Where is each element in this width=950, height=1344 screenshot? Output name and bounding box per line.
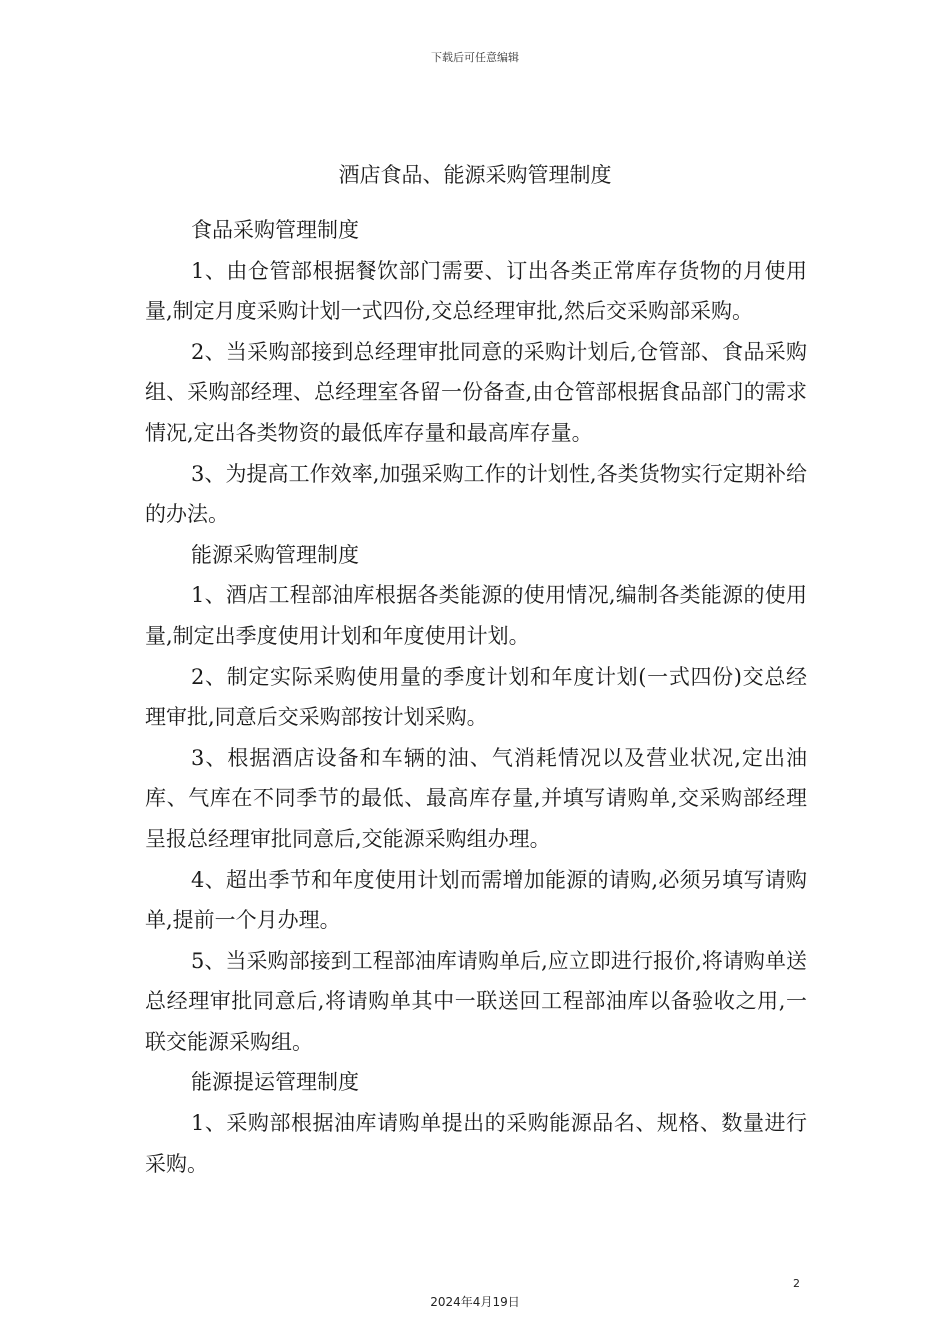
footer-date: 2024年4月19日 (430, 1295, 520, 1309)
paragraph: 4、超出季节和年度使用计划而需增加能源的请购,必须另填写请购单,提前一个月办理。 (145, 867, 807, 933)
paragraph: 5、当采购部接到工程部油库请购单后,应立即进行报价,将请购单送总经理审批同意后,将请购单其中一联送回工程部油库以备验收之用,一联交能源采购组。 (145, 948, 807, 1054)
paragraph: 1、酒店工程部油库根据各类能源的使用情况,编制各类能源的使用量,制定出季度使用计划和年度使用计划。 (145, 583, 807, 648)
paragraph: 2、制定实际采购使用量的季度计划和年度计划(一式四份)交总经理审批,同意后交采购部按计划采购。 (145, 664, 807, 730)
paragraph: 1、由仓管部根据餐饮部门需要、订出各类正常库存货物的月使用量,制定月度采购计划一式四份,交总经理审批,然后交采购部采购。 (145, 258, 807, 324)
section-heading-food: 食品采购管理制度 (191, 218, 359, 242)
paragraph: 3、根据酒店设备和车辆的油、气消耗情况以及营业状况,定出油库、气库在不同季节的最低、最高库存量,并填写请购单,交采购部经理呈报总经理审批同意后,交能源采购组办理。 (145, 745, 807, 851)
section-heading-energy-purchase: 能源采购管理制度 (191, 542, 359, 567)
paragraph: 3、为提高工作效率,加强采购工作的计划性,各类货物实行定期补给的办法。 (145, 461, 807, 527)
section-heading-energy-transport: 能源提运管理制度 (191, 1070, 359, 1095)
paragraph: 2、当采购部接到总经理审批同意的采购计划后,仓管部、食品采购组、采购部经理、总经理室各留一份备查,由仓管部根据食品部门的需求情况,定出各类物资的最低库存量和最高库存量。 (145, 339, 807, 445)
page-number: 2 (793, 1277, 800, 1290)
paragraph: 1、采购部根据油库请购单提出的采购能源品名、规格、数量进行采购。 (145, 1111, 807, 1176)
document-title: 酒店食品、能源采购管理制度 (338, 163, 612, 187)
header-note: 下载后可任意编辑 (431, 51, 519, 64)
document-body (145, 210, 807, 1184)
